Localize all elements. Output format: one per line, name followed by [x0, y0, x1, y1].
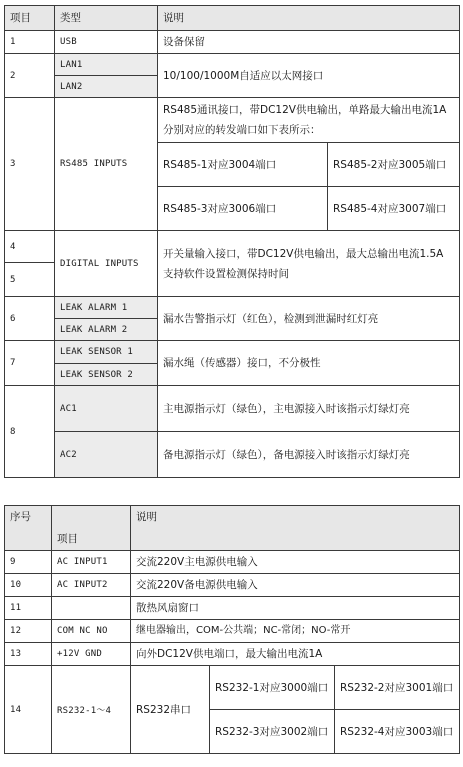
- row-type: LEAK ALARM 1: [55, 297, 158, 319]
- row-type: AC2: [55, 432, 158, 478]
- row-num: 4: [5, 231, 55, 263]
- header-seq: 序号: [5, 506, 52, 551]
- row-desc: 10/100/1000M自适应以太网接口: [158, 54, 460, 98]
- port-cell: RS485-4对应3007端口: [328, 187, 460, 231]
- port-cell: RS232-3对应3002端口: [210, 710, 335, 754]
- row-desc: 漏水绳（传感器）接口，不分极性: [158, 341, 460, 386]
- table-row: [5, 98, 460, 143]
- desc-line: 开关量输入接口，带DC12V供电输出，最大总输出电流1.5A: [163, 247, 444, 260]
- row-num: 12: [5, 620, 52, 643]
- row-desc: 主电源指示灯（绿色），主电源接入时该指示灯绿灯亮: [158, 386, 460, 432]
- row-type: LEAK ALARM 2: [55, 319, 158, 341]
- row-num: 9: [5, 551, 52, 574]
- row-num: 7: [5, 341, 55, 386]
- table2-header-row: [5, 506, 460, 551]
- row-type: AC1: [55, 386, 158, 432]
- row-item: AC INPUT2: [52, 574, 131, 597]
- table-row: [5, 54, 460, 76]
- table-row: [5, 574, 460, 597]
- interface-table-2: [4, 505, 460, 754]
- row-desc: RS232串口: [131, 666, 210, 754]
- row-num: 8: [5, 386, 55, 478]
- row-type: USB: [55, 31, 158, 54]
- row-num: 3: [5, 98, 55, 231]
- table-row: [5, 386, 460, 432]
- row-desc: 备电源指示灯（绿色），备电源接入时该指示灯绿灯亮: [158, 432, 460, 478]
- row-type: LAN1: [55, 54, 158, 76]
- table-row: [5, 620, 460, 643]
- row-desc: 交流220V备电源供电输入: [131, 574, 460, 597]
- row-desc: [158, 231, 460, 297]
- row-desc: 继电器输出，COM-公共端；NC-常闭；NO-常开: [131, 620, 460, 643]
- row-desc: 设备保留: [158, 31, 460, 54]
- table-row: [5, 666, 460, 710]
- header-item: 项目: [52, 506, 131, 551]
- row-type: LAN2: [55, 76, 158, 98]
- row-num: 13: [5, 643, 52, 666]
- desc-line: 支持软件设置检测保持时间: [163, 267, 289, 280]
- table-row: [5, 643, 460, 666]
- header-desc: 说明: [131, 506, 460, 551]
- row-desc: 漏水告警指示灯（红色），检测到泄漏时红灯亮: [158, 297, 460, 341]
- row-num: 2: [5, 54, 55, 98]
- header-desc: 说明: [158, 6, 460, 31]
- row-type: DIGITAL INPUTS: [55, 231, 158, 297]
- port-cell: RS485-3对应3006端口: [158, 187, 328, 231]
- row-num: 5: [5, 263, 55, 297]
- row-type: LEAK SENSOR 2: [55, 364, 158, 386]
- row-desc: 散热风扇窗口: [131, 597, 460, 620]
- row-desc: RS485通讯接口，带DC12V供电输出，单路最大输出电流1A分别对应的转发端口如下表所示：: [158, 98, 460, 143]
- row-num: 11: [5, 597, 52, 620]
- row-num: 14: [5, 666, 52, 754]
- row-item: +12V GND: [52, 643, 131, 666]
- row-type: LEAK SENSOR 1: [55, 341, 158, 364]
- table-row: [5, 341, 460, 364]
- port-cell: RS232-2对应3001端口: [335, 666, 460, 710]
- header-item: 项目: [5, 6, 55, 31]
- row-desc: 向外DC12V供电端口，最大输出电流1A: [131, 643, 460, 666]
- row-item: AC INPUT1: [52, 551, 131, 574]
- row-num: 6: [5, 297, 55, 341]
- table1-header-row: [5, 6, 460, 31]
- port-cell: RS232-1对应3000端口: [210, 666, 335, 710]
- table-row: [5, 432, 460, 478]
- row-item: [52, 597, 131, 620]
- table-row: [5, 31, 460, 54]
- row-desc: 交流220V主电源供电输入: [131, 551, 460, 574]
- table-row: [5, 297, 460, 319]
- table-row: [5, 231, 460, 263]
- interface-table-1: [4, 5, 460, 478]
- port-cell: RS485-2对应3005端口: [328, 143, 460, 187]
- header-type: 类型: [55, 6, 158, 31]
- port-cell: RS232-4对应3003端口: [335, 710, 460, 754]
- port-cell: RS485-1对应3004端口: [158, 143, 328, 187]
- row-item: RS232-1～4: [52, 666, 131, 754]
- table-row: [5, 597, 460, 620]
- row-item: COM NC NO: [52, 620, 131, 643]
- table-row: [5, 551, 460, 574]
- row-type: RS485 INPUTS: [55, 98, 158, 231]
- row-num: 1: [5, 31, 55, 54]
- row-num: 10: [5, 574, 52, 597]
